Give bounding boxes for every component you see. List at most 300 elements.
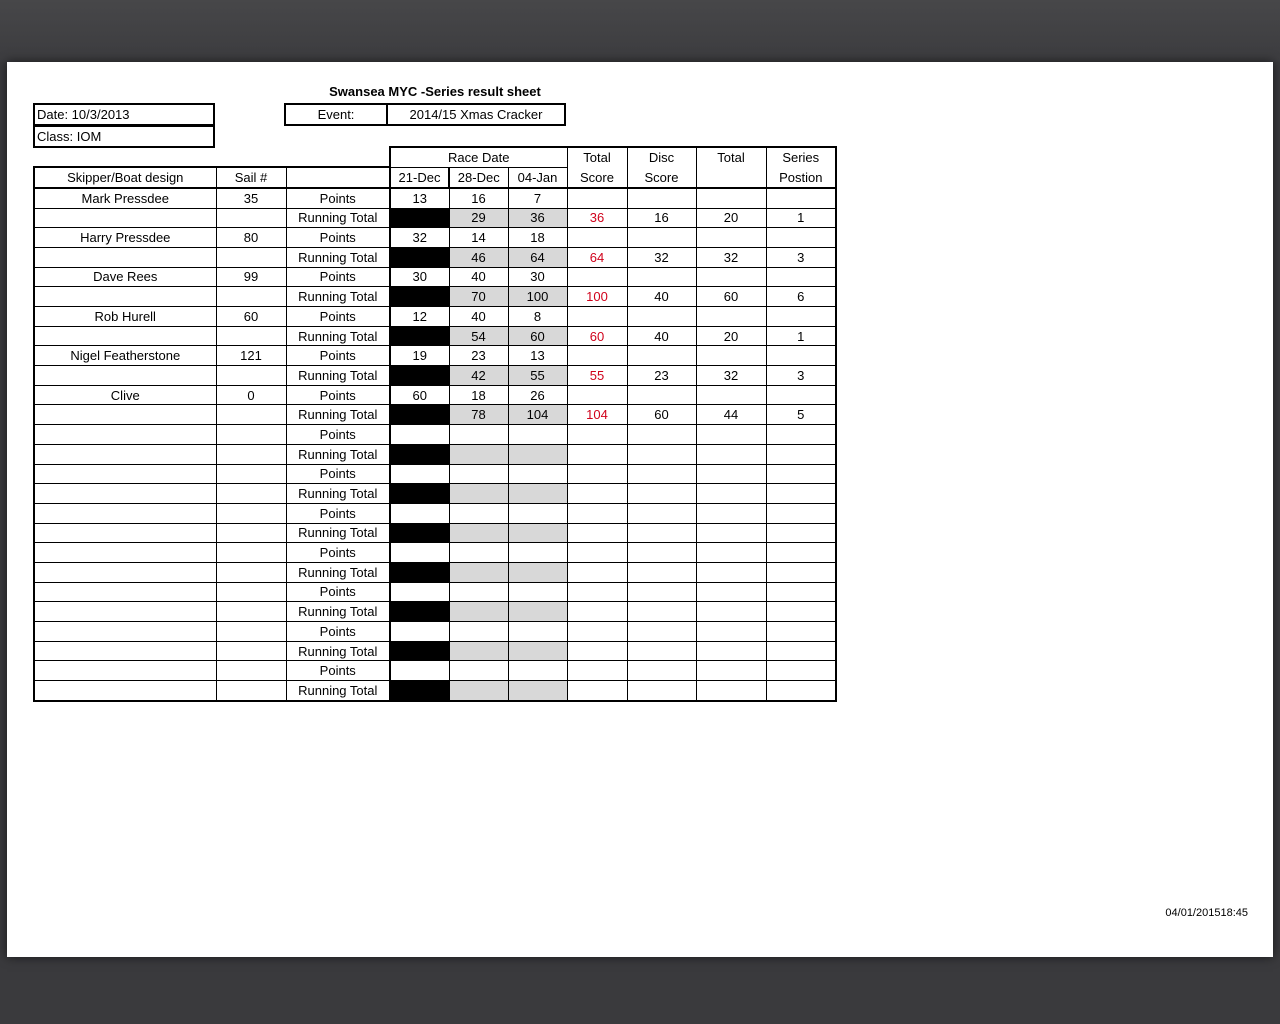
sail-number [216, 622, 286, 642]
running-total-1 [390, 523, 449, 543]
running-total-label: Running Total [286, 326, 390, 346]
total-score-header-2: Score [567, 167, 627, 188]
running-total-2: 70 [449, 287, 508, 307]
sail-number [216, 464, 286, 484]
sail-number [216, 425, 286, 445]
sail-number [216, 661, 286, 681]
disc-score-blank [627, 622, 696, 642]
series-position-blank [766, 503, 836, 523]
points-label: Points [286, 503, 390, 523]
sail-number-blank [216, 405, 286, 425]
points-label: Points [286, 622, 390, 642]
race-points-2 [449, 582, 508, 602]
points-label: Points [286, 543, 390, 563]
series-position: 6 [766, 287, 836, 307]
series-position-header-2: Postion [766, 167, 836, 188]
skipper-name-blank [34, 641, 216, 661]
total: 60 [696, 287, 766, 307]
running-total-2: 78 [449, 405, 508, 425]
total-score [567, 562, 627, 582]
total-blank [696, 661, 766, 681]
running-total-2 [449, 641, 508, 661]
points-label: Points [286, 228, 390, 248]
sail-number: 60 [216, 307, 286, 327]
series-position: 1 [766, 208, 836, 228]
running-total-2: 46 [449, 247, 508, 267]
total: 20 [696, 326, 766, 346]
sail-number: 80 [216, 228, 286, 248]
race-points-1: 19 [390, 346, 449, 366]
running-total-label: Running Total [286, 405, 390, 425]
points-row [34, 188, 836, 208]
points-label: Points [286, 188, 390, 208]
running-total-1 [390, 641, 449, 661]
series-position [766, 681, 836, 701]
points-label: Points [286, 307, 390, 327]
total-score-blank [567, 425, 627, 445]
skipper-name-blank [34, 208, 216, 228]
points-row [34, 661, 836, 681]
skipper-name: Rob Hurell [34, 307, 216, 327]
running-total-row [34, 444, 836, 464]
sail-number [216, 582, 286, 602]
disc-score-blank [627, 425, 696, 445]
series-position [766, 484, 836, 504]
race-points-1 [390, 582, 449, 602]
running-total-1 [390, 366, 449, 386]
running-total-label: Running Total [286, 366, 390, 386]
disc-score: 23 [627, 366, 696, 386]
series-position-blank [766, 464, 836, 484]
disc-score-header-1: Disc [627, 147, 696, 167]
race-points-3: 8 [508, 307, 567, 327]
date-field: Date: 10/3/2013 [33, 103, 215, 126]
total-blank [696, 267, 766, 287]
race-points-3 [508, 582, 567, 602]
skipper-name [34, 582, 216, 602]
skipper-name-blank [34, 523, 216, 543]
disc-score-blank [627, 582, 696, 602]
running-total-row [34, 405, 836, 425]
running-total-row [34, 287, 836, 307]
disc-score-blank [627, 307, 696, 327]
running-total-3: 104 [508, 405, 567, 425]
label-header [286, 167, 390, 188]
running-total-1 [390, 326, 449, 346]
race-points-1: 32 [390, 228, 449, 248]
running-total-label: Running Total [286, 287, 390, 307]
total: 44 [696, 405, 766, 425]
running-total-label: Running Total [286, 562, 390, 582]
running-total-row [34, 681, 836, 701]
race-points-3: 30 [508, 267, 567, 287]
running-total-1 [390, 484, 449, 504]
points-row [34, 622, 836, 642]
race-points-1: 12 [390, 307, 449, 327]
series-position: 3 [766, 247, 836, 267]
total [696, 484, 766, 504]
race-points-1 [390, 425, 449, 445]
total-score-blank [567, 267, 627, 287]
disc-score [627, 523, 696, 543]
sail-number-blank [216, 444, 286, 464]
points-label: Points [286, 346, 390, 366]
total-blank [696, 307, 766, 327]
points-row [34, 307, 836, 327]
skipper-name [34, 543, 216, 563]
running-total-label: Running Total [286, 484, 390, 504]
total-score-blank [567, 622, 627, 642]
points-label: Points [286, 267, 390, 287]
total-blank [696, 464, 766, 484]
total-score-header-1: Total [567, 147, 627, 167]
total [696, 523, 766, 543]
running-total-label: Running Total [286, 641, 390, 661]
race-points-2: 40 [449, 267, 508, 287]
skipper-name-blank [34, 444, 216, 464]
total-score: 64 [567, 247, 627, 267]
skipper-name-blank [34, 681, 216, 701]
total-score [567, 602, 627, 622]
points-row [34, 228, 836, 248]
date-header-1: 21-Dec [390, 167, 449, 188]
race-points-1 [390, 543, 449, 563]
running-total-2 [449, 444, 508, 464]
sail-number-blank [216, 681, 286, 701]
running-total-2 [449, 484, 508, 504]
disc-score-blank [627, 464, 696, 484]
series-position: 3 [766, 366, 836, 386]
race-points-2 [449, 464, 508, 484]
race-points-3 [508, 503, 567, 523]
race-points-2 [449, 503, 508, 523]
date-header-3: 04-Jan [508, 167, 567, 188]
disc-score [627, 602, 696, 622]
disc-score: 32 [627, 247, 696, 267]
race-points-2 [449, 425, 508, 445]
skipper-name-blank [34, 602, 216, 622]
total-score: 104 [567, 405, 627, 425]
total: 20 [696, 208, 766, 228]
race-points-3 [508, 464, 567, 484]
total-blank [696, 582, 766, 602]
running-total-row [34, 326, 836, 346]
disc-score-blank [627, 267, 696, 287]
points-label: Points [286, 582, 390, 602]
disc-score-header-2: Score [627, 167, 696, 188]
sail-number-blank [216, 641, 286, 661]
sail-number: 35 [216, 188, 286, 208]
sail-number: 121 [216, 346, 286, 366]
total-score-blank [567, 464, 627, 484]
skipper-name [34, 622, 216, 642]
series-position-blank [766, 425, 836, 445]
running-total-3: 64 [508, 247, 567, 267]
skipper-name-blank [34, 326, 216, 346]
points-label: Points [286, 385, 390, 405]
running-total-row [34, 523, 836, 543]
total-blank [696, 543, 766, 563]
total-score-blank [567, 385, 627, 405]
disc-score-blank [627, 661, 696, 681]
race-points-3: 7 [508, 188, 567, 208]
race-points-2 [449, 661, 508, 681]
running-total-3 [508, 641, 567, 661]
points-row [34, 582, 836, 602]
skipper-name-blank [34, 366, 216, 386]
sail-number-blank [216, 562, 286, 582]
class-field: Class: IOM [33, 125, 215, 148]
running-total-2: 54 [449, 326, 508, 346]
total-blank [696, 188, 766, 208]
disc-score-blank [627, 228, 696, 248]
disc-score [627, 681, 696, 701]
series-position [766, 602, 836, 622]
series-position [766, 523, 836, 543]
viewer-background [0, 0, 1280, 62]
total [696, 681, 766, 701]
running-total-1 [390, 208, 449, 228]
running-total-3: 60 [508, 326, 567, 346]
series-position-blank [766, 385, 836, 405]
sail-number-blank [216, 208, 286, 228]
sail-number: 99 [216, 267, 286, 287]
race-points-1 [390, 661, 449, 681]
skipper-name-blank [34, 562, 216, 582]
date-header-2: 28-Dec [449, 167, 508, 188]
race-points-3: 26 [508, 385, 567, 405]
sail-number [216, 503, 286, 523]
total-blank [696, 425, 766, 445]
series-position-blank [766, 346, 836, 366]
skipper-name [34, 425, 216, 445]
print-timestamp: 04/01/201518:45 [1165, 907, 1248, 919]
total [696, 562, 766, 582]
total-score-blank [567, 582, 627, 602]
running-total-row [34, 602, 836, 622]
race-points-3: 18 [508, 228, 567, 248]
race-points-2: 18 [449, 385, 508, 405]
sail-number [216, 543, 286, 563]
skipper-name-blank [34, 484, 216, 504]
race-points-2: 16 [449, 188, 508, 208]
running-total-1 [390, 287, 449, 307]
disc-score: 16 [627, 208, 696, 228]
total [696, 444, 766, 464]
disc-score [627, 444, 696, 464]
points-row [34, 346, 836, 366]
points-row [34, 464, 836, 484]
total-score-blank [567, 346, 627, 366]
race-points-1: 30 [390, 267, 449, 287]
total-score-blank [567, 503, 627, 523]
disc-score-blank [627, 188, 696, 208]
total-score: 60 [567, 326, 627, 346]
running-total-row [34, 562, 836, 582]
race-points-3 [508, 622, 567, 642]
total-score-blank [567, 228, 627, 248]
race-points-2: 23 [449, 346, 508, 366]
race-points-3 [508, 661, 567, 681]
total-score [567, 484, 627, 504]
running-total-3 [508, 444, 567, 464]
points-row [34, 385, 836, 405]
total-score: 55 [567, 366, 627, 386]
total-score: 100 [567, 287, 627, 307]
running-total-3 [508, 484, 567, 504]
series-position [766, 444, 836, 464]
series-position-blank [766, 661, 836, 681]
running-total-1 [390, 247, 449, 267]
total: 32 [696, 366, 766, 386]
total-blank [696, 228, 766, 248]
running-total-3: 100 [508, 287, 567, 307]
series-position [766, 641, 836, 661]
series-position-blank [766, 582, 836, 602]
disc-score [627, 562, 696, 582]
document-page [7, 62, 1273, 957]
total-score [567, 523, 627, 543]
total-header: Total [696, 147, 766, 167]
skipper-name [34, 464, 216, 484]
running-total-label: Running Total [286, 523, 390, 543]
series-position-blank [766, 188, 836, 208]
series-position: 5 [766, 405, 836, 425]
points-label: Points [286, 661, 390, 681]
sail-header: Sail # [216, 167, 286, 188]
sail-number-blank [216, 247, 286, 267]
running-total-row [34, 641, 836, 661]
disc-score: 60 [627, 405, 696, 425]
total-score [567, 641, 627, 661]
race-points-1: 13 [390, 188, 449, 208]
sheet-title: Swansea MYC -Series result sheet [329, 84, 541, 99]
race-points-3: 13 [508, 346, 567, 366]
disc-score-blank [627, 543, 696, 563]
running-total-3: 36 [508, 208, 567, 228]
total-score-blank [567, 188, 627, 208]
skipper-name: Harry Pressdee [34, 228, 216, 248]
race-points-1: 60 [390, 385, 449, 405]
running-total-2: 29 [449, 208, 508, 228]
skipper-name-blank [34, 287, 216, 307]
running-total-1 [390, 602, 449, 622]
series-position-blank [766, 622, 836, 642]
skipper-header: Skipper/Boat design [34, 167, 216, 188]
total-header-2 [696, 167, 766, 188]
points-row [34, 267, 836, 287]
total-blank [696, 346, 766, 366]
running-total-2 [449, 681, 508, 701]
running-total-row [34, 208, 836, 228]
event-label: Event: [286, 105, 388, 124]
running-total-3 [508, 681, 567, 701]
points-label: Points [286, 425, 390, 445]
running-total-3 [508, 523, 567, 543]
disc-score-blank [627, 385, 696, 405]
points-row [34, 425, 836, 445]
running-total-label: Running Total [286, 208, 390, 228]
total-blank [696, 503, 766, 523]
sail-number-blank [216, 602, 286, 622]
sail-number-blank [216, 484, 286, 504]
running-total-label: Running Total [286, 681, 390, 701]
total-score [567, 681, 627, 701]
running-total-label: Running Total [286, 444, 390, 464]
race-points-2: 14 [449, 228, 508, 248]
skipper-name [34, 503, 216, 523]
total-score-blank [567, 307, 627, 327]
race-points-2 [449, 622, 508, 642]
race-points-1 [390, 464, 449, 484]
running-total-2 [449, 523, 508, 543]
race-points-3 [508, 425, 567, 445]
disc-score [627, 484, 696, 504]
sail-number-blank [216, 287, 286, 307]
running-total-2 [449, 562, 508, 582]
sail-number-blank [216, 326, 286, 346]
running-total-1 [390, 444, 449, 464]
disc-score [627, 641, 696, 661]
series-position [766, 562, 836, 582]
total [696, 641, 766, 661]
total: 32 [696, 247, 766, 267]
running-total-3: 55 [508, 366, 567, 386]
disc-score-blank [627, 503, 696, 523]
skipper-name [34, 661, 216, 681]
running-total-row [34, 484, 836, 504]
race-date-header: Race Date [390, 147, 567, 167]
running-total-2 [449, 602, 508, 622]
series-position: 1 [766, 326, 836, 346]
race-points-2 [449, 543, 508, 563]
points-row [34, 543, 836, 563]
sail-number: 0 [216, 385, 286, 405]
total-score: 36 [567, 208, 627, 228]
total-score [567, 444, 627, 464]
running-total-label: Running Total [286, 602, 390, 622]
header-row-1 [34, 147, 836, 167]
total-score-blank [567, 661, 627, 681]
running-total-label: Running Total [286, 247, 390, 267]
total-blank [696, 385, 766, 405]
running-total-1 [390, 405, 449, 425]
series-position-blank [766, 228, 836, 248]
series-position-header-1: Series [766, 147, 836, 167]
running-total-3 [508, 562, 567, 582]
event-value: 2014/15 Xmas Cracker [409, 107, 543, 122]
skipper-name: Nigel Featherstone [34, 346, 216, 366]
header-row-2 [34, 167, 836, 188]
total-score-blank [567, 543, 627, 563]
running-total-row [34, 247, 836, 267]
race-points-1 [390, 622, 449, 642]
race-points-3 [508, 543, 567, 563]
running-total-1 [390, 562, 449, 582]
points-label: Points [286, 464, 390, 484]
disc-score: 40 [627, 287, 696, 307]
total-blank [696, 622, 766, 642]
disc-score-blank [627, 346, 696, 366]
points-row [34, 503, 836, 523]
skipper-name: Clive [34, 385, 216, 405]
results-table [33, 146, 837, 702]
running-total-1 [390, 681, 449, 701]
skipper-name: Mark Pressdee [34, 188, 216, 208]
series-position-blank [766, 267, 836, 287]
sail-number-blank [216, 366, 286, 386]
skipper-name-blank [34, 247, 216, 267]
